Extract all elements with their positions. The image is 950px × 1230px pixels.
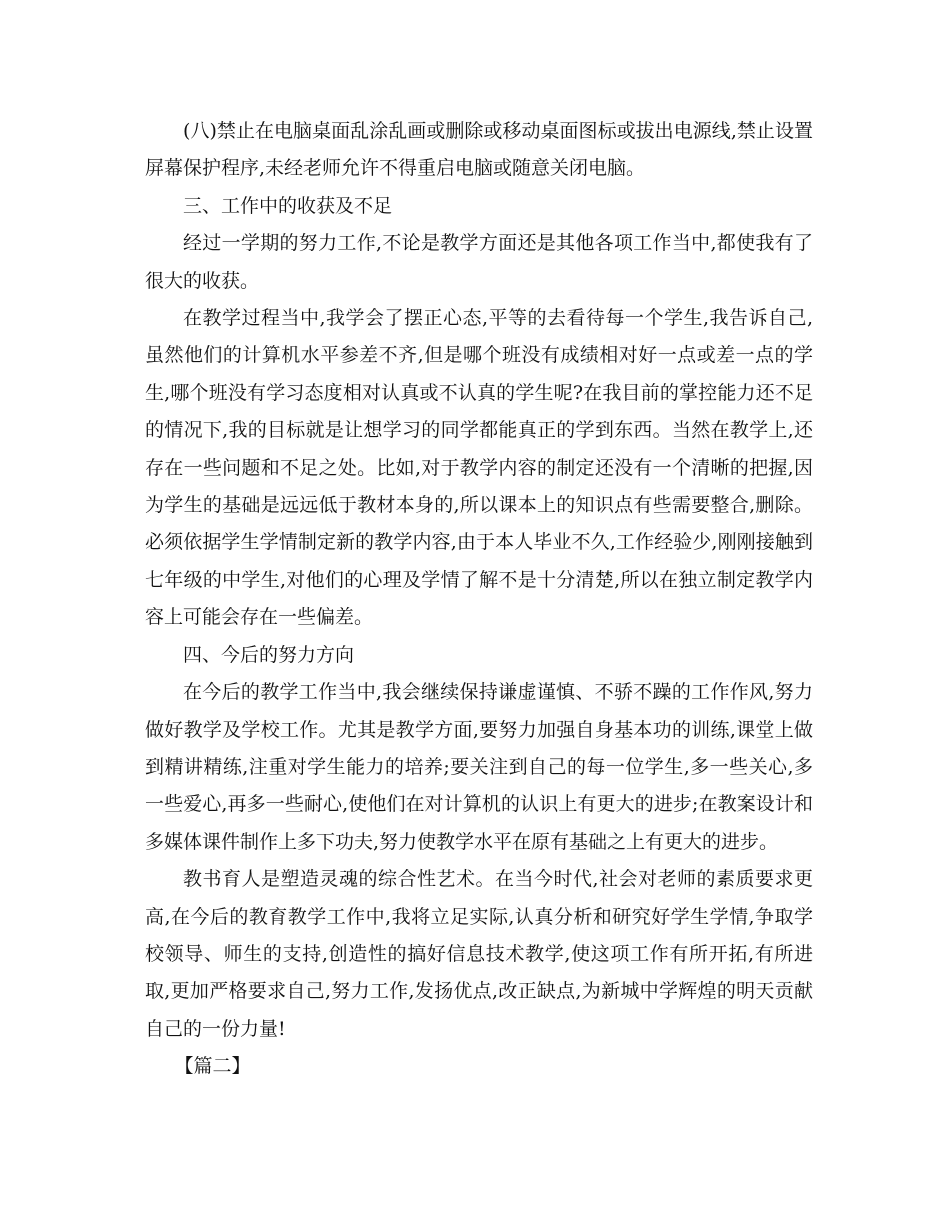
section-heading-gains: 三、工作中的收获及不足 <box>183 194 393 217</box>
paragraph-rule-eight: (八)禁止在电脑桌面乱涂乱画或删除或移动桌面图标或拔出电源线,禁止设置屏幕保护程序,未经老师允许不得重启电脑或随意关闭电脑。 <box>145 120 813 180</box>
paragraph-gains-intro: 经过一学期的努力工作,不论是教学方面还是其他各项工作当中,都使我有了很大的收获。 <box>145 232 813 292</box>
paragraph-future-work: 在今后的教学工作当中,我会继续保持谦虚谨慎、不骄不躁的工作作风,努力做好教学及学校工作。尤其是教学方面,要努力加强自身基本功的训练,课堂上做到精讲精练,注重对学生能力的培养;要关注到自己的每一位学生,多一些关心,多一些爱心,再多一些耐心,使他们在对计算机的认识上有更大的进步;在教案设计和多媒体课件制作上多下功夫,努力使教学水平在原有基础之上有更大的进步。 <box>145 681 813 853</box>
document-page <box>145 113 813 1086</box>
paragraph-teaching-process: 在教学过程当中,我学会了摆正心态,平等的去看待每一个学生,我告诉自己,虽然他们的计算机水平参差不齐,但是哪个班没有成绩相对好一点或差一点的学生,哪个班没有学习态度相对认真或不认真的学生呢?在我目前的掌控能力还不足的情况下,我的目标就是让想学习的同学都能真正的学到东西。当然在教学上,还存在一些问题和不足之处。比如,对于教学内容的制定还没有一个清晰的把握,因为学生的基础是远远低于教材本身的,所以课本上的知识点有些需要整合,删除。必须依据学生学情制定新的教学内容,由于本人毕业不久,工作经验少,刚刚接触到七年级的中学生,对他们的心理及学情了解不是十分清楚,所以在独立制定教学内容上可能会存在一些偏差。 <box>145 307 813 629</box>
section-marker-part-two: 【篇二】 <box>174 1055 251 1078</box>
section-heading-future: 四、今后的努力方向 <box>183 643 355 666</box>
paragraph-conclusion: 教书育人是塑造灵魂的综合性艺术。在当今时代,社会对老师的素质要求更高,在今后的教育教学工作中,我将立足实际,认真分析和研究好学生学情,争取学校领导、师生的支持,创造性的搞好信息技术教学,使这项工作有所开拓,有所进取,更加严格要求自己,努力工作,发扬优点,改正缺点,为新城中学辉煌的明天贡献自己的一份力量! <box>145 868 813 1040</box>
